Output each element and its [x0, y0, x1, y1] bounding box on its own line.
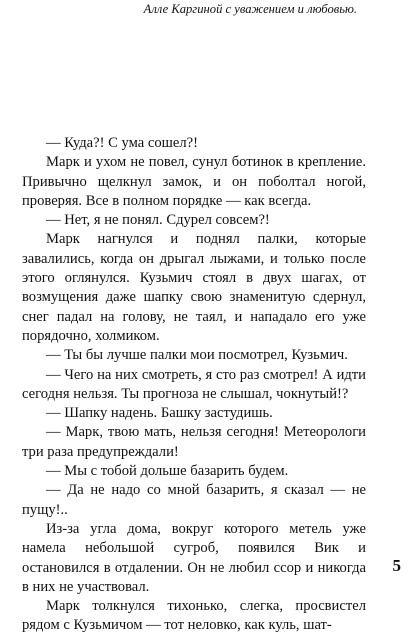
paragraph: — Шапку надень. Башку застудишь. — [46, 405, 273, 422]
paragraph: Марк и ухом не повел, сунул ботинок в крепление. Привычно щелкнул замок, и он поболтал ногой, проверяя. Все в полном порядке — как всегда. — [22, 154, 366, 209]
page-number: 5 — [392, 556, 401, 575]
paragraph: Марк толкнулся тихонько, слегка, просвистел рядом с Кузьмичом — тот неловко, как куль, шат- — [22, 598, 366, 634]
body-text — [22, 134, 366, 636]
paragraph: Из-за угла дома, вокруг которого метель уже намела небольшой сугроб, появился Вик и остановился в отдалении. Он не любил ссор и никогда в них не участвовал. — [22, 520, 366, 595]
paragraph: — Куда?! С ума сошел?! — [46, 135, 199, 151]
paragraph: — Да не надо со мной базарить, я сказал — не пущу!.. — [22, 482, 366, 518]
paragraph: — Мы с тобой дольше базарить будем. — [46, 463, 289, 480]
paragraph: — Ты бы лучше палки мои посмотрел, Кузьмич. — [46, 347, 348, 364]
paragraph: — Нет, я не понял. Сдурел совсем?! — [46, 212, 270, 229]
paragraph: — Чего на них смотреть, я сто раз смотрел! А идти сегодня нельзя. Ты прогноза не слышал, чокнутый!? — [22, 366, 366, 402]
dedication: Алле Каргиной с уважением и любовью. — [143, 2, 357, 16]
paragraph: Марк нагнулся и поднял палки, которые завалились, когда он дрыгал лыжами, и только после этого оглянулся. Кузьмич стоял в двух шагах, от возмущения даже шапку свою знаменитую сдернул, снег падал на голову, не таял, и нападало его уже порядочно, холмиком. — [22, 231, 366, 344]
paragraph: — Марк, твою мать, нельзя сегодня! Метеорологи три раза предупреждали! — [22, 424, 366, 460]
